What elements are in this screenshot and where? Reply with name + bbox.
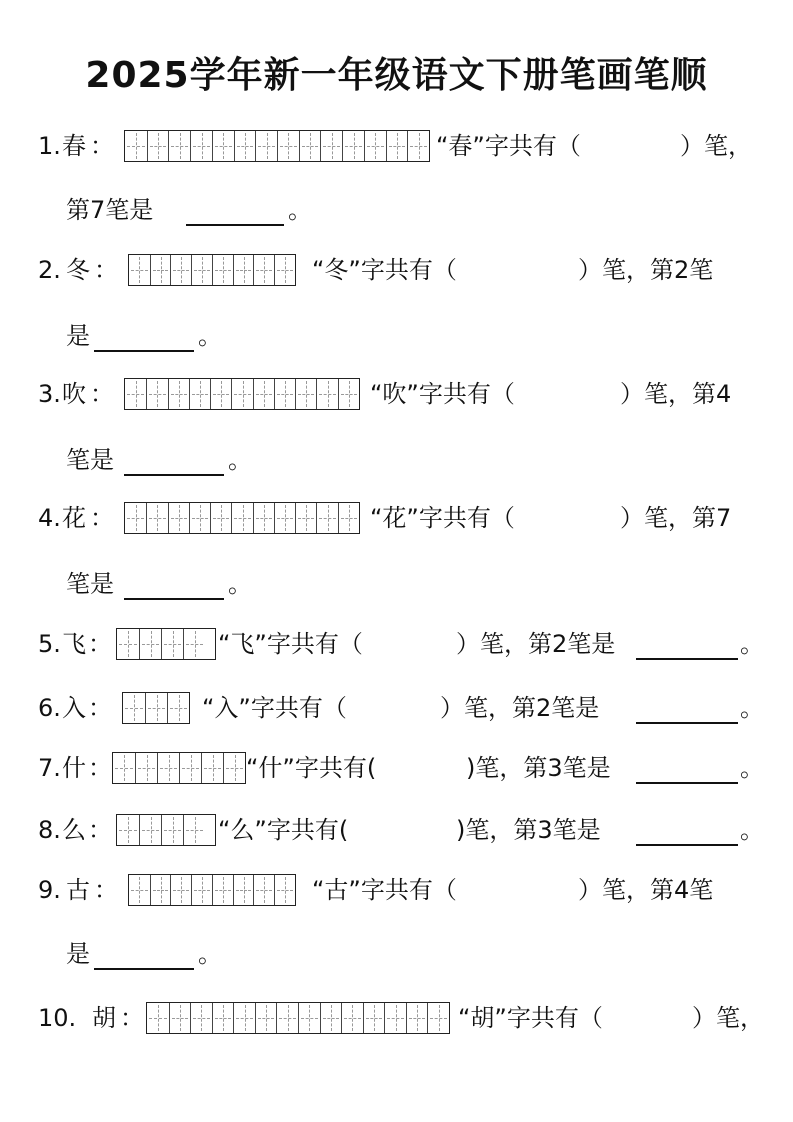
q-num: 1.	[38, 132, 61, 160]
q-colon: ：	[120, 1004, 144, 1032]
q-char: 古	[66, 876, 90, 904]
q-text: “么”字共有(	[218, 816, 349, 844]
q-text: “入”字共有（	[202, 694, 347, 722]
q-colon: ：	[88, 816, 112, 844]
q-num: 8.	[38, 816, 61, 844]
q-char: 什	[62, 754, 86, 782]
q-char: 冬	[66, 256, 90, 284]
q-end: 。	[198, 322, 222, 350]
q-end: 。	[740, 630, 764, 658]
q-close: ）笔，第2笔	[578, 256, 714, 284]
q-text: “春”字共有（	[436, 132, 581, 160]
q-close: )笔，第3笔是	[466, 754, 611, 782]
answer-blank[interactable]	[636, 754, 738, 784]
q-char: 飞	[62, 630, 86, 658]
q-colon: ：	[90, 380, 114, 408]
stroke-grid[interactable]	[116, 814, 216, 846]
q-end: 。	[228, 446, 252, 474]
question-9	[0, 870, 793, 910]
q-colon: ：	[94, 876, 118, 904]
stroke-grid[interactable]	[112, 752, 246, 784]
q-colon: ：	[90, 132, 114, 160]
question-3-cont	[0, 440, 793, 480]
q-char: 入	[62, 694, 86, 722]
stroke-grid[interactable]	[146, 1002, 450, 1034]
q-close: ）笔，第7	[620, 504, 732, 532]
q-colon: ：	[88, 694, 112, 722]
q-end: 。	[740, 694, 764, 722]
question-4-cont	[0, 564, 793, 604]
question-7	[0, 748, 793, 788]
q-close: ）笔，	[680, 132, 752, 160]
stroke-grid[interactable]	[128, 874, 296, 906]
q-char: 春	[62, 132, 86, 160]
answer-blank[interactable]	[124, 570, 224, 600]
q-cont: 第7笔是	[66, 196, 154, 224]
question-9-cont	[0, 934, 793, 974]
answer-blank[interactable]	[94, 322, 194, 352]
q-close: ）笔，第4	[620, 380, 732, 408]
q-text: “古”字共有（	[312, 876, 457, 904]
stroke-grid[interactable]	[124, 502, 360, 534]
stroke-grid[interactable]	[116, 628, 216, 660]
answer-blank[interactable]	[636, 694, 738, 724]
q-colon: ：	[90, 504, 114, 532]
question-2	[0, 250, 793, 290]
q-num: 3.	[38, 380, 61, 408]
q-end: 。	[740, 754, 764, 782]
question-8	[0, 810, 793, 850]
q-text: “冬”字共有（	[312, 256, 457, 284]
q-num: 10.	[38, 1004, 77, 1032]
q-num: 6.	[38, 694, 61, 722]
answer-blank[interactable]	[636, 630, 738, 660]
q-text: “花”字共有（	[370, 504, 515, 532]
answer-blank[interactable]	[186, 196, 284, 226]
q-cont: 笔是	[66, 570, 114, 598]
q-colon: ：	[94, 256, 118, 284]
question-1-cont	[0, 190, 793, 230]
q-num: 2.	[38, 256, 61, 284]
q-end: 。	[288, 196, 312, 224]
q-cont: 是	[66, 322, 90, 350]
question-2-cont	[0, 316, 793, 356]
q-num: 4.	[38, 504, 61, 532]
answer-blank[interactable]	[124, 446, 224, 476]
answer-blank[interactable]	[94, 940, 194, 970]
question-3	[0, 374, 793, 414]
q-close: ）笔，第2笔是	[456, 630, 616, 658]
question-5	[0, 624, 793, 664]
stroke-grid[interactable]	[124, 378, 360, 410]
q-end: 。	[740, 816, 764, 844]
q-text: “飞”字共有（	[218, 630, 363, 658]
q-text: “胡”字共有（	[458, 1004, 603, 1032]
stroke-grid[interactable]	[128, 254, 296, 286]
q-close: ）笔，第4笔	[578, 876, 714, 904]
q-close: ）笔，	[692, 1004, 764, 1032]
question-10	[0, 998, 793, 1038]
q-cont: 笔是	[66, 446, 114, 474]
q-end: 。	[198, 940, 222, 968]
q-char: 胡	[92, 1004, 116, 1032]
q-text: “吹”字共有（	[370, 380, 515, 408]
q-end: 。	[228, 570, 252, 598]
q-cont: 是	[66, 940, 90, 968]
q-num: 5.	[38, 630, 61, 658]
page-title: 2025学年新一年级语文下册笔画笔顺	[85, 55, 708, 96]
question-4	[0, 498, 793, 538]
stroke-grid[interactable]	[122, 692, 190, 724]
answer-blank[interactable]	[636, 816, 738, 846]
question-1	[0, 126, 793, 166]
q-char: 花	[62, 504, 86, 532]
q-colon: ：	[88, 754, 112, 782]
q-close: ）笔，第2笔是	[440, 694, 600, 722]
stroke-grid[interactable]	[124, 130, 430, 162]
q-text: “什”字共有(	[246, 754, 377, 782]
q-char: 么	[62, 816, 86, 844]
q-num: 9.	[38, 876, 61, 904]
q-colon: ：	[88, 630, 112, 658]
q-close: )笔，第3笔是	[456, 816, 601, 844]
q-char: 吹	[62, 380, 86, 408]
question-6	[0, 688, 793, 728]
q-num: 7.	[38, 754, 61, 782]
